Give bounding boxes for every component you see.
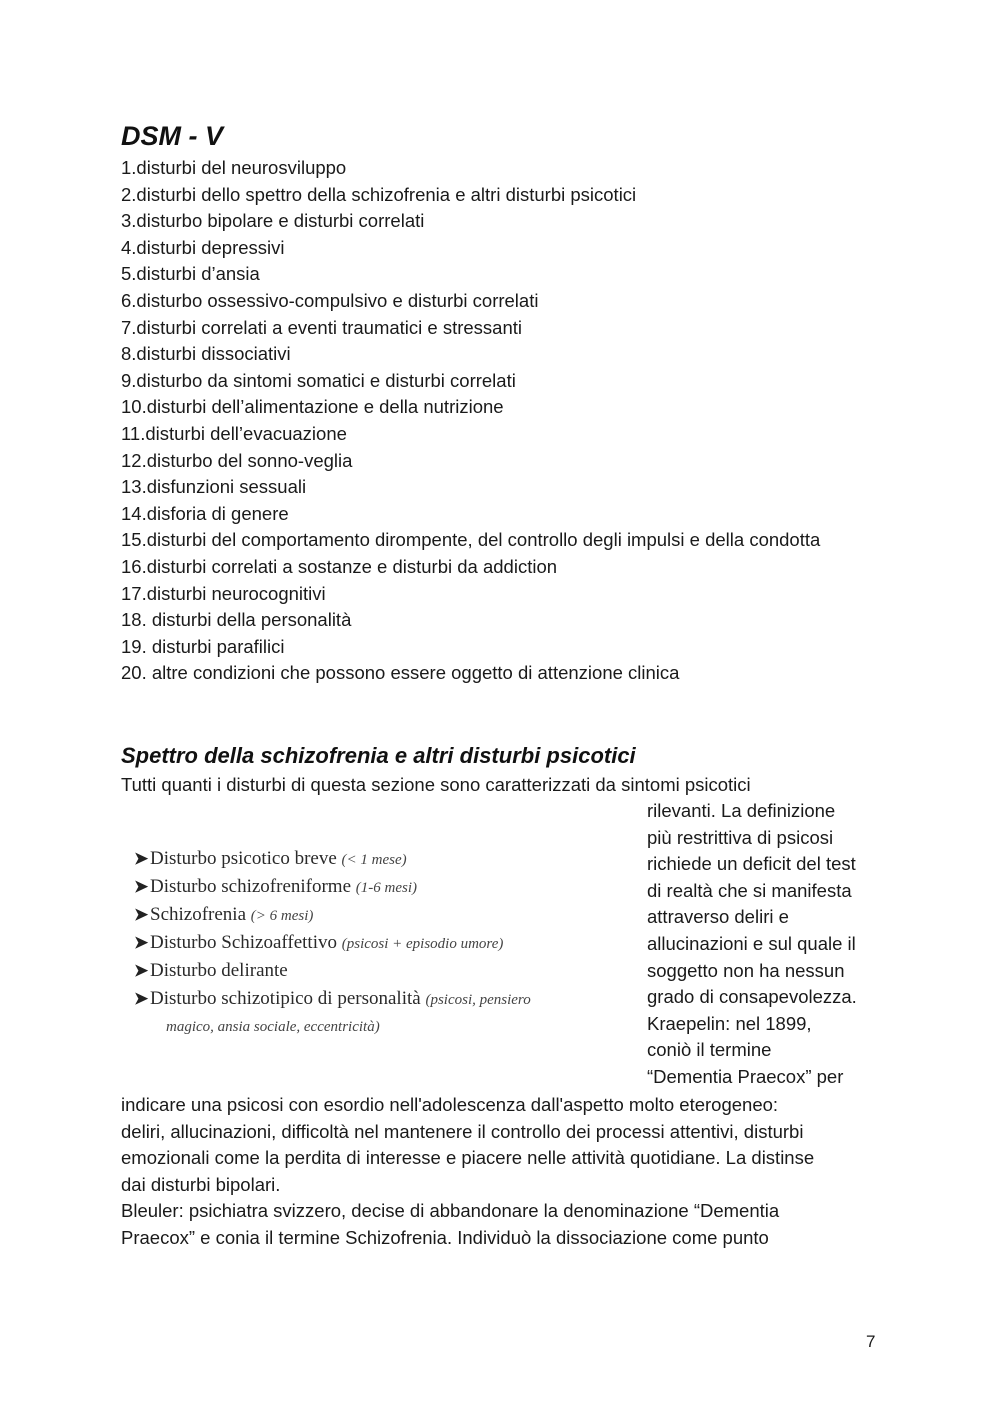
list-item: 20. altre condizioni che possono essere oggetto di attenzione clinica (121, 662, 680, 684)
list-item: 13.disfunzioni sessuali (121, 476, 307, 498)
page-number: 7 (866, 1332, 876, 1351)
list-item: 2.disturbi dello spettro della schizofrenia e altri disturbi psicotici (121, 183, 637, 205)
figure-item: ➤Disturbo delirante (134, 957, 288, 984)
text-line: allucinazioni e sul quale il (647, 932, 856, 954)
figure-item: ➤Disturbo schizotipico di personalità (psicosi, pensiero (134, 985, 531, 1014)
arrow-bullet-icon: ➤ (134, 849, 149, 868)
arrow-bullet-icon: ➤ (134, 961, 149, 980)
list-item: 11.disturbi dell’evacuazione (121, 422, 347, 444)
bleuler-paragraph (121, 1198, 881, 1251)
text-line: rilevanti. La definizione (647, 800, 836, 821)
list-item: 15.disturbi del comportamento dirompente, del controllo degli impulsi e della condotta (121, 529, 821, 551)
text-line: emozionali come la perdita di interesse e piacere nelle attività quotidiane. La distinse (121, 1147, 815, 1169)
list-item: 7.disturbi correlati a eventi traumatici e stressanti (121, 316, 523, 338)
text-line: indicare una psicosi con esordio nell'adolescenza dall'aspetto molto eterogeneo: (121, 1094, 779, 1115)
text-line: deliri, allucinazioni, difficoltà nel mantenere il controllo dei processi attentivi, disturbi (121, 1120, 804, 1142)
text-line: richiede un deficit del test (647, 853, 856, 875)
figure-item: ➤Disturbo psicotico breve (< 1 mese) (134, 845, 407, 874)
arrow-bullet-icon: ➤ (134, 905, 149, 924)
list-item: 10.disturbi dell’alimentazione e della nutrizione (121, 396, 504, 418)
list-item: 1.disturbi del neurosviluppo (121, 157, 347, 178)
arrow-bullet-icon: ➤ (134, 877, 149, 896)
side-paragraph (647, 798, 887, 1091)
list-item: 3.disturbo bipolare e disturbi correlati (121, 210, 425, 232)
list-item: 5.disturbi d’ansia (121, 263, 260, 285)
section-title: Spettro della schizofrenia e altri disturbi psicotici (121, 743, 636, 768)
arrow-bullet-icon: ➤ (134, 989, 149, 1008)
text-line: attraverso deliri e (647, 906, 789, 928)
figure-item: ➤Disturbo Schizoaffettivo (psicosi + episodio umore) (134, 929, 503, 958)
intro-line: Tutti quanti i disturbi di questa sezione sono caratterizzati da sintomi psicotici (121, 774, 751, 795)
text-line: grado di consapevolezza. (647, 986, 857, 1008)
text-line: “Dementia Praecox” per (647, 1065, 844, 1087)
list-item: 16.disturbi correlati a sostanze e disturbi da addiction (121, 555, 558, 577)
kraepelin-paragraph (121, 1092, 881, 1198)
text-line: coniò il termine (647, 1039, 772, 1061)
figure-item-continuation: magico, ansia sociale, eccentricità) (166, 1019, 380, 1035)
arrow-bullet-icon: ➤ (134, 933, 149, 952)
figure-item: ➤Schizofrenia (> 6 mesi) (134, 901, 313, 930)
list-item: 12.disturbo del sonno-veglia (121, 449, 353, 471)
text-line: Praecox” e conia il termine Schizofrenia. Individuò la dissociazione come punto (121, 1226, 769, 1248)
list-item: 8.disturbi dissociativi (121, 343, 291, 365)
text-line: dai disturbi bipolari. (121, 1173, 281, 1195)
list-item: 4.disturbi depressivi (121, 236, 285, 258)
text-line: di realtà che si manifesta (647, 879, 852, 901)
page-heading: DSM - V (121, 121, 224, 151)
text-line: soggetto non ha nessun (647, 959, 845, 981)
list-item: 17.disturbi neurocognitivi (121, 582, 326, 604)
dsm-category-list (121, 155, 881, 687)
text-line: più restrittiva di psicosi (647, 826, 834, 848)
list-item: 18. disturbi della personalità (121, 609, 352, 631)
psychotic-disorders-figure (134, 840, 624, 1050)
figure-item: ➤Disturbo schizofreniforme (1-6 mesi) (134, 873, 417, 902)
list-item: 9.disturbo da sintomi somatici e disturbi correlati (121, 369, 516, 391)
text-line: Kraepelin: nel 1899, (647, 1012, 812, 1034)
list-item: 14.disforia di genere (121, 502, 289, 524)
list-item: 6.disturbo ossessivo-compulsivo e disturbi correlati (121, 289, 539, 311)
list-item: 19. disturbi parafilici (121, 635, 285, 657)
text-line: Bleuler: psichiatra svizzero, decise di abbandonare la denominazione “Dementia (121, 1200, 780, 1221)
